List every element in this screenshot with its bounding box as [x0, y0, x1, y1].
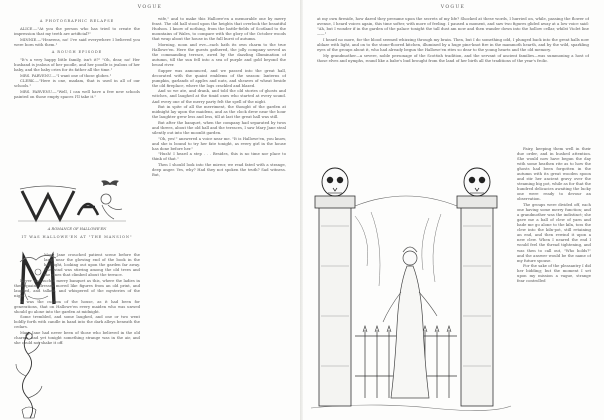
paragraph: And so we ate, and drank, and told the old stories of ghosts and witches, and laughed at the timid ones who started at every sound. And every one of the merry party felt the spell of the night.: [152, 88, 286, 104]
paragraph: Morning, noon and eve—each hath its own charm to the true Hallowe'en. Here the guests gathered, the jolly company served as the commanding terrace, awed by the dazzling illumination of autumn, till the sun fell into a sea of purple and gold beyond the broad river.: [152, 41, 286, 68]
left-column-right: [152, 16, 286, 414]
paragraph: It was the custom of the house, as it had been for generations, that on Hallowe'en every maiden who was unwed should go alone into the garden at midnight.: [14, 298, 140, 314]
running-head: VOGUE: [440, 5, 466, 10]
paragraph: I heard no more, for the blood seemed whizzing through my brain. Then, but I do something odd, I plunged back into the great halls now ablaze with light, and on to the stone-floored kitchen, illumined by a huge pine-knot fire in the mammoth hearth, and by the wild, sparkling eyes of the groups about it, who had already begun the Hallowe'en rites so dear to the young hearts and the old memory.: [317, 36, 589, 52]
running-head: VOGUE: [137, 5, 163, 10]
paragraph: Mary Jane crouched patient scene before the lamp near the glowing end of the book in the half-light, looking out upon the garden far away. The wind was stirring among the old trees and the vines that climbed about the terrace.: [44, 252, 140, 278]
paragraph: Then I should look into the mirror, we read fated with a strange, deep anger. Yes, why? Had they not spoken the truth? Sad witness. But,: [152, 162, 286, 178]
paragraph: "It's a very happy little family, isn't it?" "Oh, dear, no! Her husband is jealous of her poodle, and her poodle is jealous of her baby, and the baby cries for its father all the time.": [14, 56, 140, 72]
section-heading: A PHOTOGRAPHIC RELAPSE: [39, 19, 115, 23]
paragraph: My grandmother—a severe, noble personage of the Scottish tradition, and the servant of ancient families—was summoning a host of those elves and nymphs, round like a babe's bud brought from the land of her birth all the traditions of the year's frolic.: [317, 52, 589, 63]
paragraph: Supper was announced, and we passed into the great hall, decorated with the quaint emblems of the season: lanterns of pumpkin, garlands of apples and nuts, and sheaves of wheat beside the old fireplace, where the logs crackled and blazed.: [152, 67, 286, 88]
paragraph: Mary Jane had never been of those who believed in the old charms, and yet tonight something strange was in the air, and she could not shake it off.: [14, 330, 140, 346]
paragraph: MRS. PARVENU.—"Well, I can well have a few new schools painted on those empty spaces I'll take it.": [14, 88, 140, 99]
paragraph: Fairy, keeping them well in their due order, and in hushed attention. She would now have begun the day with some heathen rite as to how the ghosts had been forgotten in the autumn with its great wooden spoon and stir her ancient gravy over the steaming big pot, while as for that the hundred delicacies awaiting the lucky one were ready to devour an observation.: [517, 146, 591, 202]
story-heading-block: [14, 226, 140, 248]
paragraph: Never was such a merry banquet as this, where the ladies in their quaint dresses moved like figures from an old print, and laughed, and talked, and whispered of the mysteries of the night.: [14, 277, 140, 298]
paragraph: MINNIE.—"Heavens, no! I've said everywhere I believed you were born with them.": [14, 36, 140, 47]
paragraph: But after the banquet, when the company had separated by twos and threes, about the old hall and the terraces, I saw Mary Jane steal silently out into the moonlit garden.: [152, 119, 286, 135]
decorative-initial-illustration: [18, 185, 128, 223]
right-text-top: [317, 16, 589, 142]
section-heading: A ROUGH EPISODE: [51, 49, 103, 54]
paragraph: at my own fireside, how dared they presume upon the secrets of my life? Shocked at these words, I hurried on, while, passing the flower of avenue, I heard voices again, this time softer, with more of feeling. I paused a moment, and saw two figures glided away at a low voice said: "Ah, but I wonder if in the garden of the palace tonight the tall dust am now and then wander down into the hollow cellar, whilst Violet line——": [317, 16, 589, 37]
right-page: [303, 0, 604, 420]
right-text-side: [517, 146, 591, 418]
left-page: [0, 0, 301, 420]
vine-witch-illustration: [14, 332, 44, 418]
paragraph: Some trembled, and some laughed, and one or two went boldly forth with candle in hand into the dark alleys beneath the cedars.: [14, 314, 140, 330]
paragraph: "Oh, yes!" answered a voice near me. "It is Hallowe'en, you know, and she is bound to try her fate tonight, as every girl in the house has done before her.": [152, 135, 286, 151]
paragraph: For the sake of the pleasantry I did her bidding; but the moment I set upon my mission a vague, strange fear controlled: [517, 263, 591, 284]
paragraph: wife," and to make this Hallowe'en a memorable one by merry feast. The old hall stood upon the heights that overlook the beautiful Hudson. I know of nothing, from the battle-fields of Scotland to the mountains of Wales, to compare with the glory of the October woods that wrap about the house in the full burst of autumn.: [152, 16, 286, 42]
paragraph: The groups were divided off, each one having some merry function; and a grandmother was the indistinct; she gave me a ball of clew of yarn and bade me go alone to the kiln, toss the clew into the kiln-pot, still retaining an end, and then rewind it upon a new clew. When I neared the end I would feel the thread tightening, and was then to call out, "Who holds?" and the answer would be the name of my future spouse.: [517, 202, 591, 263]
paragraph: But in spite of all the merriment, the thought of the garden at midnight lay upon the maidens, and as the clock drew near the hour the laughter grew less and less, till at last the great hall was still.: [152, 104, 286, 120]
paragraph: ALICE.—"At you the person who has tried to create the impression that my teeth are artificial?": [14, 26, 140, 37]
left-column-top: [14, 16, 140, 178]
story-title: A ROMANCE OF HALLOWE'EN: [47, 227, 107, 231]
graveyard-skulls-illustration: [311, 146, 511, 418]
paragraph: "Hush! I heard a step . . . Besides, this is no time nor place to think of that.": [152, 151, 286, 162]
story-subtitle: IT WAS HALLOWE'EN AT "THE MANSION": [21, 235, 133, 240]
paragraph: CLERK.—"Here is one, madam, that is used in all of our schools.": [14, 78, 140, 89]
paragraph: MRS. PARVENU.—"I want one of those globes.": [20, 72, 112, 78]
